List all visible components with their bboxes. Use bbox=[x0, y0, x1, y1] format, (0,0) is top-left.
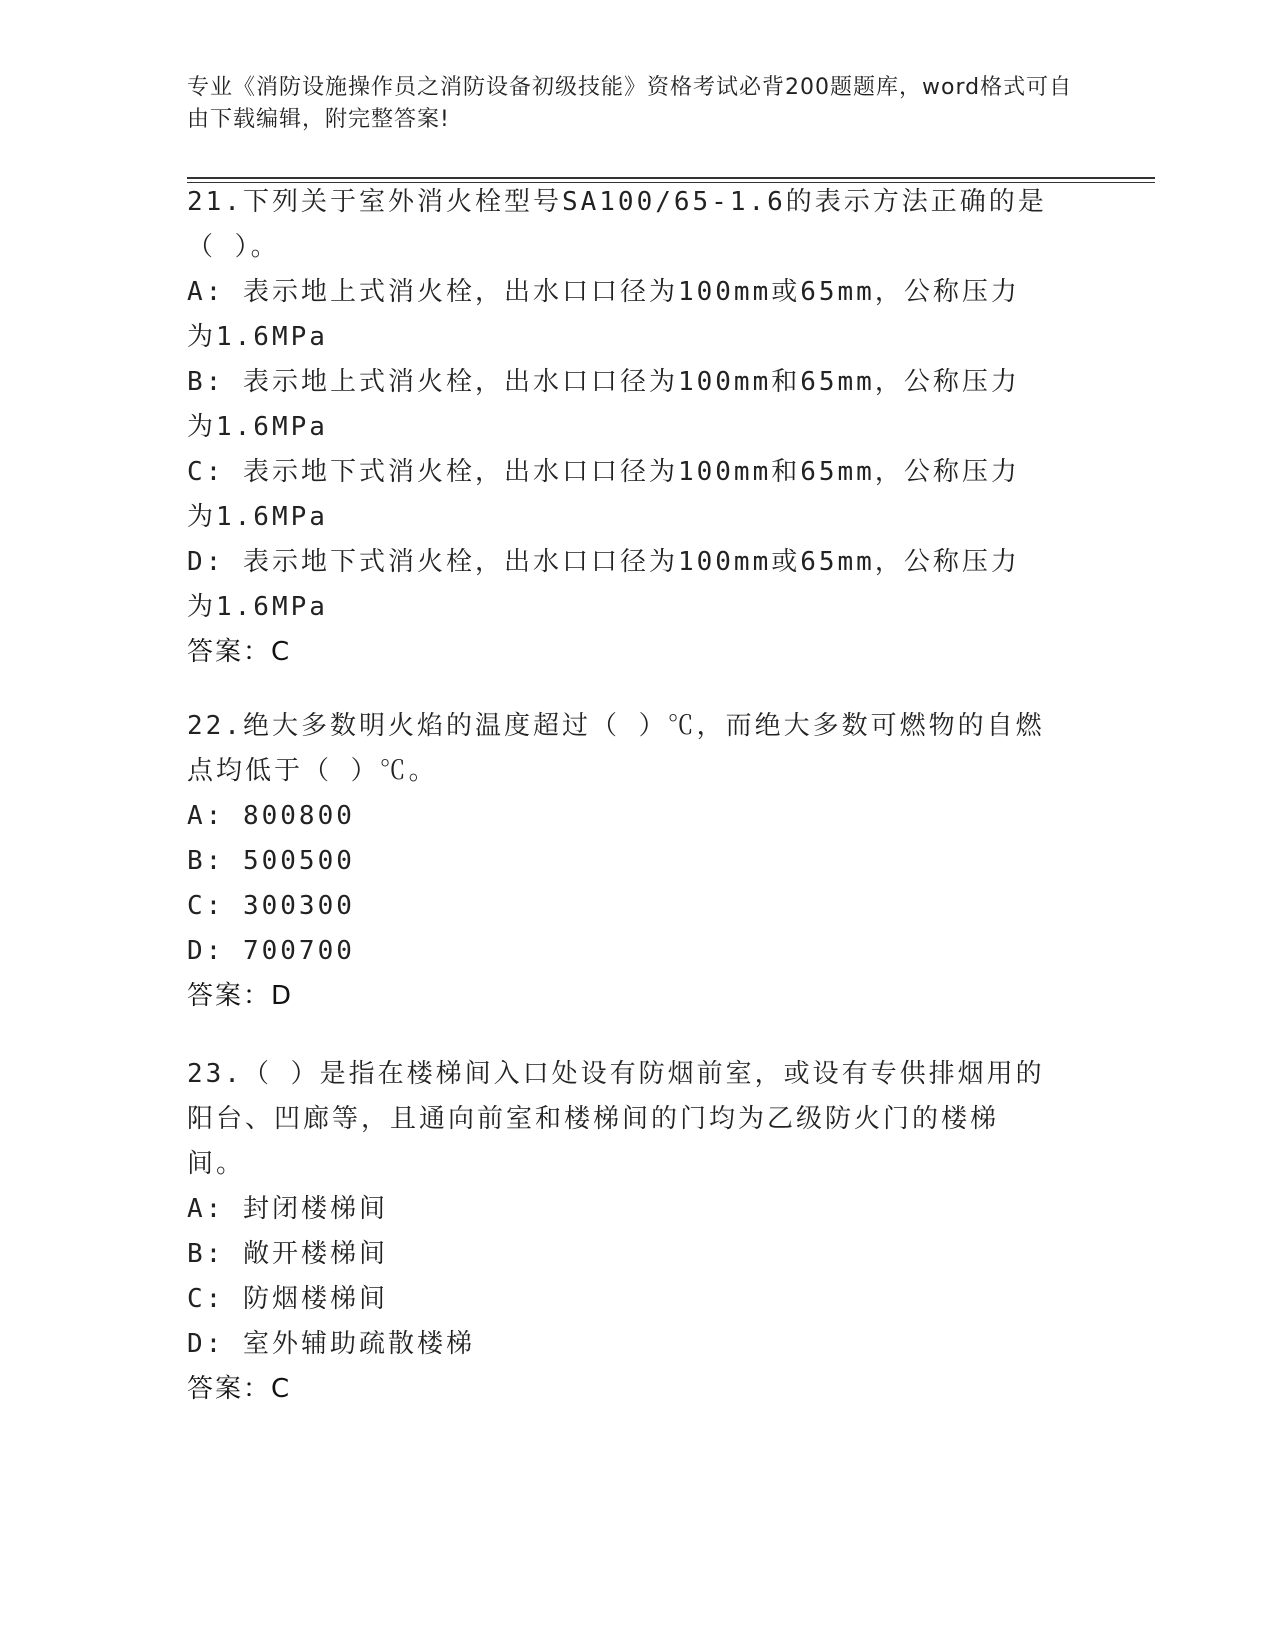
option-c: C: 300300 bbox=[187, 891, 355, 921]
question-stem: 21.下列关于室外消火栓型号SA100/65-1.6的表示方法正确的是（ ）。 bbox=[187, 187, 1047, 262]
question-21 bbox=[187, 180, 1087, 675]
option-b: B: 敞开楼梯间 bbox=[187, 1239, 388, 1269]
option-a: A: 表示地上式消火栓，出水口口径为100mm或65mm，公称压力为1.6MPa bbox=[187, 277, 1020, 352]
option-b: B: 500500 bbox=[187, 846, 355, 876]
option-a: A: 800800 bbox=[187, 801, 355, 831]
document-header: 专业《消防设施操作员之消防设备初级技能》资格考试必背200题题库，word格式可自由下载编辑，附完整答案! bbox=[187, 75, 1073, 132]
option-b: B: 表示地上式消火栓，出水口口径为100mm和65mm，公称压力为1.6MPa bbox=[187, 367, 1020, 442]
header-rule-thick bbox=[187, 177, 1155, 179]
question-22 bbox=[187, 704, 1087, 1019]
answer-label: 答案：D bbox=[187, 981, 294, 1011]
question-stem: 23.（ ）是指在楼梯间入口处设有防烟前室，或设有专供排烟用的阳台、凹廊等，且通向前室和楼梯间的门均为乙级防火门的楼梯间。 bbox=[187, 1059, 1045, 1179]
option-d: D: 室外辅助疏散楼梯 bbox=[187, 1329, 475, 1359]
answer-label: 答案：C bbox=[187, 637, 292, 667]
question-stem: 22.绝大多数明火焰的温度超过（ ）℃，而绝大多数可燃物的自燃点均低于（ ）℃。 bbox=[187, 711, 1045, 786]
option-a: A: 封闭楼梯间 bbox=[187, 1194, 388, 1224]
option-c: C: 表示地下式消火栓，出水口口径为100mm和65mm，公称压力为1.6MPa bbox=[187, 457, 1020, 532]
option-d: D: 表示地下式消火栓，出水口口径为100mm或65mm，公称压力为1.6MPa bbox=[187, 547, 1020, 622]
option-c: C: 防烟楼梯间 bbox=[187, 1284, 388, 1314]
option-d: D: 700700 bbox=[187, 936, 355, 966]
answer-label: 答案：C bbox=[187, 1374, 292, 1404]
question-23 bbox=[187, 1052, 1087, 1412]
